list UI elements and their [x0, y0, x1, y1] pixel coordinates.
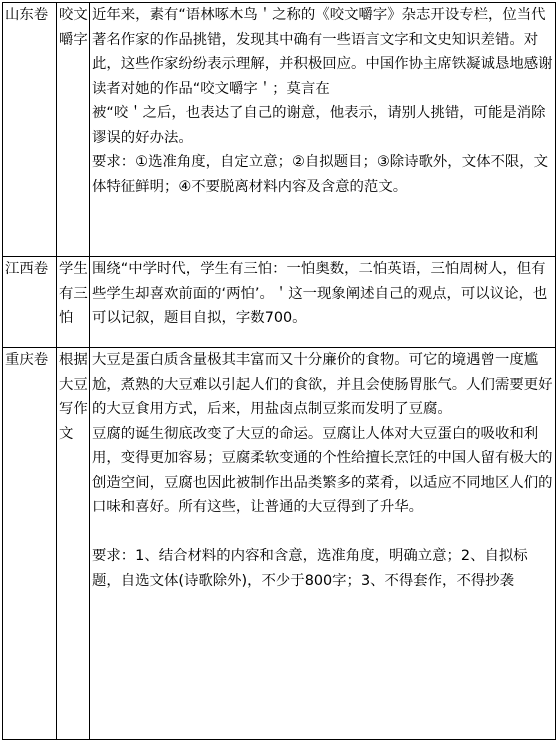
- prompt-paragraph: 大豆是蛋白质含量极其丰富而又十分廉价的食物。可它的境遇曾一度尴尬，煮熟的大豆难以引起人们的食欲，并且会使肠胃胀气。人们需要更好的大豆食用方式，后来，用盐卤点制豆浆而发明了豆腐。: [92, 352, 553, 417]
- prompt-cell: [90, 257, 556, 348]
- province-label: 山东卷: [5, 7, 49, 23]
- prompt-paragraph: 围绕“中学时代，学生有三怕：一怕奥数，二怕英语，三怕周树人，但有些学生却喜欢前面的‘两怕’。＇这一现象阐述自己的观点，可以议论，也可以记叙，题目自拟，字数700。: [92, 261, 548, 326]
- prompt-paragraph: 近年来，素有“语林啄木鸟＇之称的《咬文嚼字》杂志开设专栏，位当代著名作家的作品挑错，发现其中确有一些语言文字和文史知识差错。对此，这些作家纷纷表示理解，并积极回应。中国作协主席铁凝诚恳地感谢读者对她的作品“咬文嚼字＇；莫言在: [92, 7, 553, 97]
- prompt-cell: [90, 348, 556, 740]
- essay-prompts-table: [2, 2, 556, 740]
- essay-title-cell: [57, 348, 90, 740]
- essay-title: 咬文嚼字: [59, 7, 88, 48]
- table-row: [3, 257, 556, 348]
- province-label: 重庆卷: [5, 352, 49, 368]
- essay-title-cell: [57, 3, 90, 257]
- essay-title-cell: [57, 257, 90, 348]
- prompt-cell: [90, 3, 556, 257]
- province-cell: [3, 3, 57, 257]
- paragraph-spacer: [92, 520, 553, 545]
- essay-title: 根据大豆写作文: [59, 352, 88, 442]
- prompt-paragraph: 豆腐的诞生彻底改变了大豆的命运。豆腐让人体对大豆蛋白的吸收和利用，变得更加容易；豆腐柔软变通的个性给擅长烹饪的中国人留有极大的创造空间，豆腐也因此被制作出品类繁多的菜肴，以适应不同地区人们的口味和喜好。所有这些，让普通的大豆得到了升华。: [92, 425, 553, 515]
- province-label: 江西卷: [5, 261, 49, 277]
- province-cell: [3, 257, 57, 348]
- requirements-paragraph: 要求：1、结合材料的内容和含意，选准角度，明确立意；2、自拟标题，自选文体(诗歌除外)，不少于800字；3、不得套作，不得抄袭: [92, 548, 528, 589]
- table-row: [3, 3, 556, 257]
- essay-title: 学生有三怕: [59, 261, 88, 326]
- table-row: [3, 348, 556, 740]
- requirements-paragraph: 要求：①选准角度，自定立意；②自拟题目；③除诗歌外，文体不限，文体特征鲜明；④不要脱离材料内容及含意的范文。: [92, 154, 549, 195]
- prompt-paragraph: 被“咬＇之后，也表达了自己的谢意，他表示，请别人挑错，可能是消除谬误的好办法。: [92, 105, 546, 146]
- province-cell: [3, 348, 57, 740]
